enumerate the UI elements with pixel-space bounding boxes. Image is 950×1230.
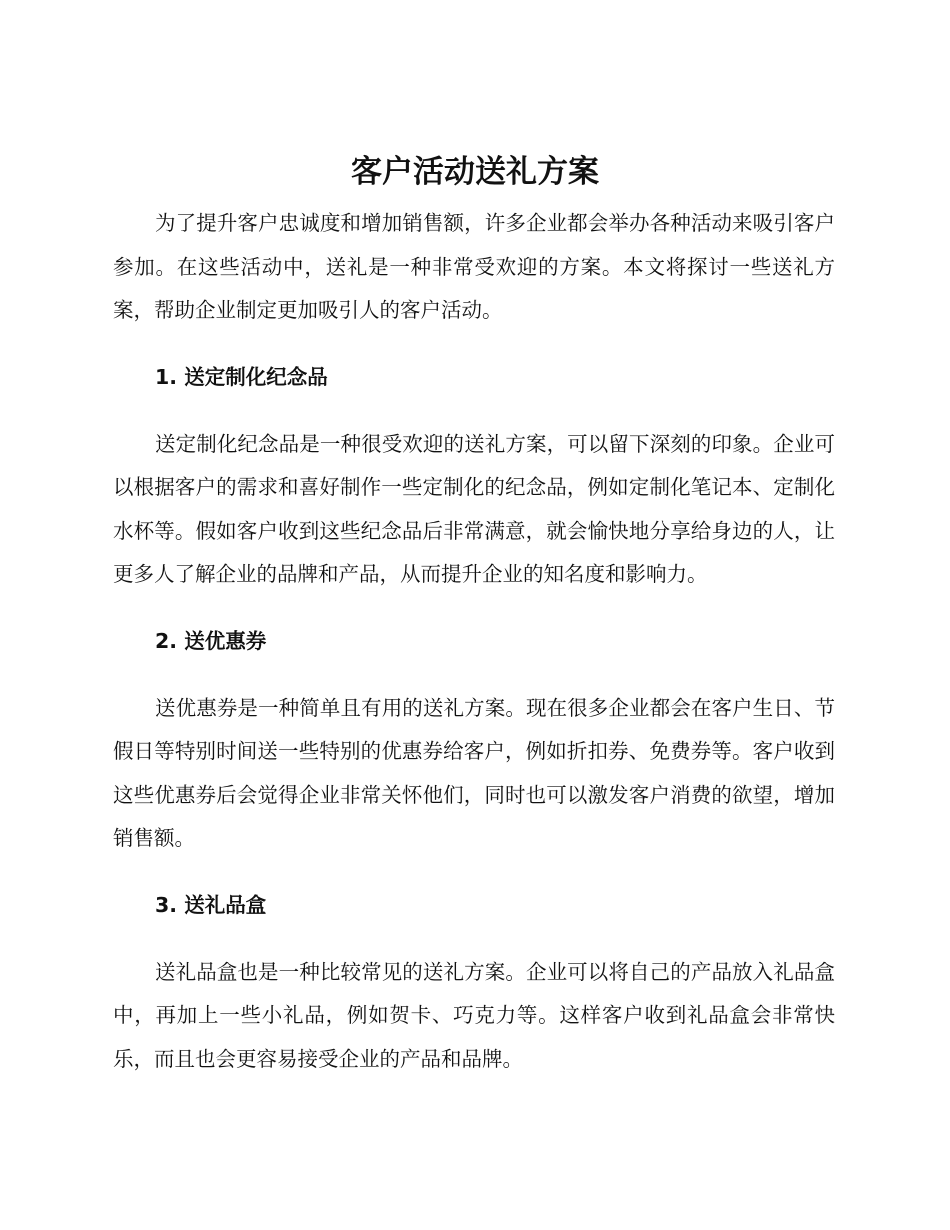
- section-2-heading: 2. 送优惠券: [155, 628, 267, 653]
- document-title: 客户活动送礼方案: [351, 154, 599, 190]
- intro-paragraph: 为了提升客户忠诚度和增加销售额，许多企业都会举办各种活动来吸引客户参加。在这些活动中，送礼是一种非常受欢迎的方案。本文将探讨一些送礼方案，帮助企业制定更加吸引人的客户活动。: [113, 211, 835, 322]
- section-1-heading: 1. 送定制化纪念品: [155, 364, 328, 389]
- section-3-body: 送礼品盒也是一种比较常见的送礼方案。企业可以将自己的产品放入礼品盒中，再加上一些小礼品，例如贺卡、巧克力等。这样客户收到礼品盒会非常快乐，而且也会更容易接受企业的产品和品牌。: [113, 959, 835, 1071]
- document-body: [113, 202, 835, 1081]
- section-1-body: 送定制化纪念品是一种很受欢迎的送礼方案，可以留下深刻的印象。企业可以根据客户的需求和喜好制作一些定制化的纪念品，例如定制化笔记本、定制化水杯等。假如客户收到这些纪念品后非常满意，就会愉快地分享给身边的人，让更多人了解企业的品牌和产品，从而提升企业的知名度和影响力。: [113, 431, 835, 586]
- section-2-body: 送优惠券是一种简单且有用的送礼方案。现在很多企业都会在客户生日、节假日等特别时间送一些特别的优惠券给客户，例如折扣券、免费券等。客户收到这些优惠券后会觉得企业非常关怀他们，同时也可以激发客户消费的欲望，增加销售额。: [113, 695, 835, 850]
- section-3-heading: 3. 送礼品盒: [155, 892, 267, 917]
